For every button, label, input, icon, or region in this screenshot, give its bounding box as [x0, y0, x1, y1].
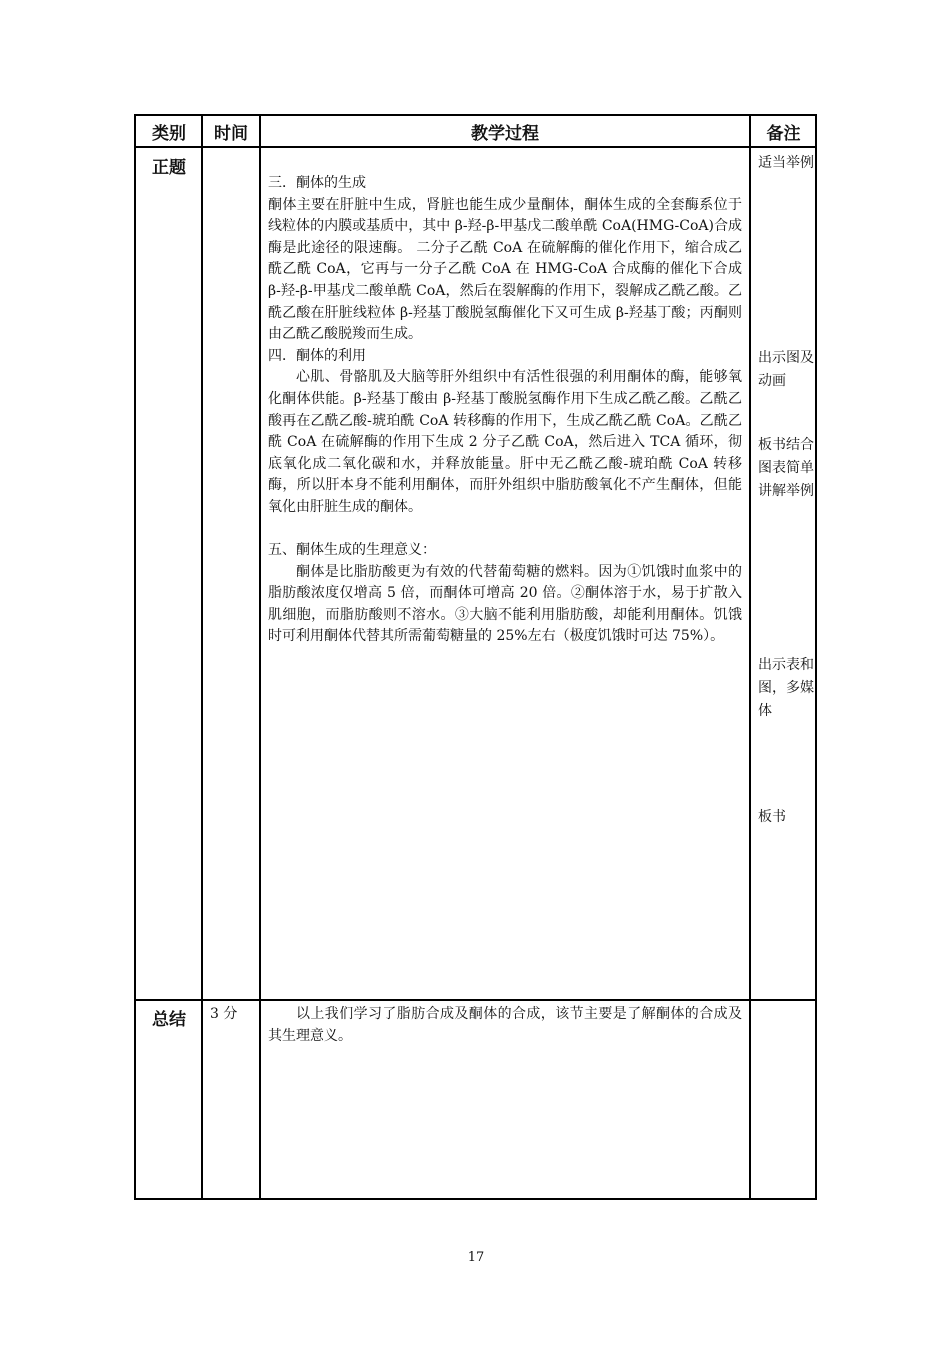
summary-row-content: [268, 1004, 742, 1047]
section-4-title: 四．酮体的利用: [268, 347, 366, 364]
main-row-content: [268, 173, 742, 648]
section-5-title: 五、酮体生成的生理意义：: [268, 542, 436, 559]
row-divider: [136, 146, 815, 148]
column-divider: [201, 116, 203, 1198]
header-time: 时间: [214, 123, 248, 144]
note-board-writing: 板书: [758, 809, 786, 825]
header-category: 类别: [152, 123, 186, 144]
header-teaching-process: 教学过程: [471, 123, 539, 144]
section-5-paragraph: 酮体是比脂肪酸更为有效的代替葡萄糖的燃料。因为①饥饿时血浆中的脂肪酸浓度仅增高 5 倍，而酮体可增高 20 倍。②酮体溶于水，易于扩散入肌细胞，而脂肪酸则不溶水。③大脑不能利用脂肪酸，却能利用酮体。饥饿时可利用酮体代替其所需葡萄糖量的 25%左右（极度饥饿时可达 75%）。: [268, 563, 742, 645]
note-board-writing-figures: 板书结合图表简单讲解举例: [758, 437, 814, 499]
page-number: 17: [467, 1250, 485, 1265]
summary-row-time: 3 分: [210, 1006, 238, 1022]
lesson-table: [134, 114, 817, 1200]
note-tables-multimedia: 出示表和图，多媒体: [758, 657, 814, 719]
main-row-category: 正题: [152, 158, 186, 178]
section-3-paragraph: 酮体主要在肝脏中生成，肾脏也能生成少量酮体，酮体生成的全套酶系位于线粒体的内膜或基质中，其中 β-羟-β-甲基戊二酸单酰 CoA(HMG-CoA)合成酶是此途径的限速酶。 二分子乙酰 CoA 在硫解酶的催化作用下，缩合成乙酰乙酰 CoA，它再与一分子乙酰 CoA 在 HMG-CoA 合成酶的催化下合成 β-羟-β-甲基戊二酸单酰 CoA，然后在裂解酶的作用下，裂解成乙酰乙酸。乙酰乙酸在肝脏线粒体 β-羟基丁酸脱氢酶催化下又可生成 β-羟基丁酸；丙酮则由乙酰乙酸脱羧而生成。: [268, 196, 742, 343]
header-notes: 备注: [766, 123, 801, 144]
summary-row-category: 总结: [152, 1010, 186, 1030]
note-figure-animation: 出示图及动画: [758, 350, 814, 389]
column-divider: [749, 116, 751, 1198]
row-divider: [136, 999, 815, 1001]
section-3-title: 三．酮体的生成: [268, 175, 366, 191]
note-examples: 适当举例: [758, 155, 814, 171]
section-4-paragraph: 心肌、骨骼肌及大脑等肝外组织中有活性很强的利用酮体的酶，能够氧化酮体供能。β-羟基丁酸由 β-羟基丁酸脱氢酶作用下生成乙酰乙酸。乙酰乙酸再在乙酰乙酸-琥珀酰 CoA 转移酶的作用下，生成乙酰乙酰 CoA。乙酰乙酰 CoA 在硫解酶的作用下生成 2 分子乙酰 CoA，然后进入 TCA 循环，彻底氧化成二氧化碳和水，并释放能量。肝中无乙酰乙酸-琥珀酰 CoA 转移酶，所以肝本身不能利用酮体，而肝外组织中脂肪酸氧化不产生酮体，但能氧化由肝脏生成的酮体。: [268, 369, 742, 515]
summary-paragraph: 以上我们学习了脂肪合成及酮体的合成，该节主要是了解酮体的合成及其生理意义。: [268, 1006, 742, 1044]
column-divider: [259, 116, 261, 1198]
